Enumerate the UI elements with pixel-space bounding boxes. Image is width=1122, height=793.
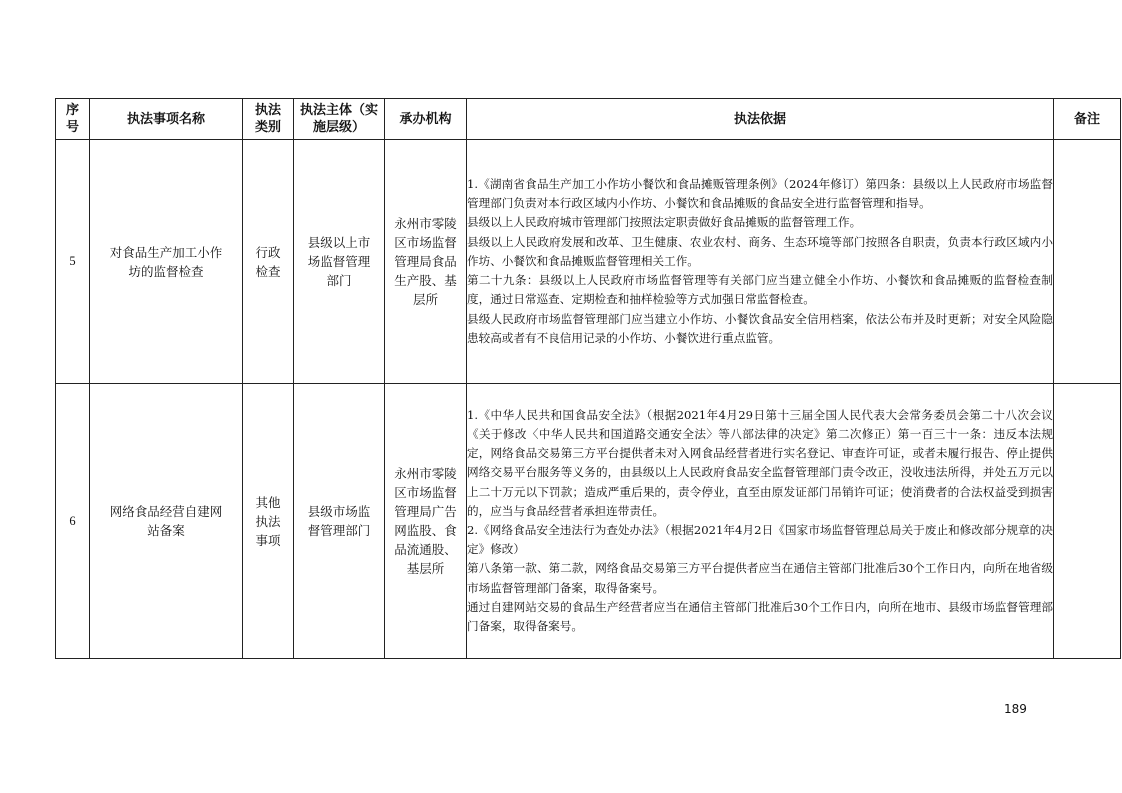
row-category: 行政检查 <box>243 140 294 384</box>
basis-paragraph: 1.《湖南省食品生产加工小作坊小餐饮和食品摊贩管理条例》（2024年修订）第四条：县级以上人民政府市场监督管理部门负责对本行政区域内小作坊、小餐饮和食品摊贩的食品安全进行监督管理和指导。 <box>467 177 1053 211</box>
basis-paragraph: 县级以上人民政府城市管理部门按照法定职责做好食品摊贩的监督管理工作。 <box>467 215 862 230</box>
row-org: 永州市零陵区市场监督管理局食品生产股、基层所 <box>385 140 467 384</box>
table-row <box>56 384 1121 659</box>
basis-paragraph: 第八条第一款、第二款，网络食品交易第三方平台提供者应当在通信主管部门批准后30个工作日内，向所在地省级市场监督管理部门备案，取得备案号。 <box>467 561 1053 595</box>
header-name: 执法事项名称 <box>90 99 243 140</box>
table-row <box>56 140 1121 384</box>
page-number: 189 <box>1004 702 1027 716</box>
row-name: 对食品生产加工小作坊的监督检查 <box>90 140 243 384</box>
row-seq: 5 <box>56 140 90 384</box>
row-org: 永州市零陵区市场监督管理局广告网监股、食品流通股、基层所 <box>385 384 467 659</box>
basis-paragraph: 第二十九条：县级以上人民政府市场监督管理等有关部门应当建立健全小作坊、小餐饮和食品摊贩的监督检查制度，通过日常巡查、定期检查和抽样检验等方式加强日常监督检查。 <box>467 273 1053 307</box>
basis-paragraph: 1.《中华人民共和国食品安全法》（根据2021年4月29日第十三届全国人民代表大会常务委员会第二十八次会议《关于修改〈中华人民共和国道路交通安全法〉等八部法律的决定》第二次修正）第一百三十一条：违反本法规定，网络食品交易第三方平台提供者未对入网食品经营者进行实名登记、审查许可证，或者未履行报告、停止提供网络交易平台服务等义务的，由县级以上人民政府食品安全监督管理部门责令改正，没收违法所得，并处五万元以上二十万元以下罚款；造成严重后果的，责令停业，直至由原发证部门吊销许可证；使消费者的合法权益受到损害的，应当与食品经营者承担连带责任。 <box>467 407 1053 518</box>
row-category: 其他执法事项 <box>243 384 294 659</box>
row-subject: 县级以上市场监督管理部门 <box>294 140 385 384</box>
row-name: 网络食品经营自建网站备案 <box>90 384 243 659</box>
enforcement-table <box>55 98 1121 659</box>
basis-paragraph: 通过自建网站交易的食品生产经营者应当在通信主管部门批准后30个工作日内，向所在地市、县级市场监督管理部门备案，取得备案号。 <box>467 599 1053 634</box>
row-seq: 6 <box>56 384 90 659</box>
header-remark: 备注 <box>1054 99 1121 140</box>
basis-paragraph: 县级以上人民政府发展和改革、卫生健康、农业农村、商务、生态环境等部门按照各自职责，负责本行政区域内小作坊、小餐饮和食品摊贩监督管理相关工作。 <box>467 234 1053 268</box>
header-category: 执法类别 <box>243 99 294 140</box>
header-basis: 执法依据 <box>467 99 1054 140</box>
header-row <box>56 99 1121 140</box>
row-subject: 县级市场监督管理部门 <box>294 384 385 659</box>
row-remark <box>1054 384 1121 659</box>
basis-paragraph: 2.《网络食品安全违法行为查处办法》（根据2021年4月2日《国家市场监督管理总局关于废止和修改部分规章的决定》修改） <box>467 523 1053 557</box>
basis-paragraph: 县级人民政府市场监督管理部门应当建立小作坊、小餐饮食品安全信用档案，依法公布并及时更新；对安全风险隐患较高或者有不良信用记录的小作坊、小餐饮进行重点监管。 <box>467 311 1053 345</box>
header-org: 承办机构 <box>385 99 467 140</box>
row-basis <box>467 140 1054 384</box>
row-basis <box>467 384 1054 659</box>
header-seq: 序号 <box>56 99 90 140</box>
header-subject: 执法主体（实施层级） <box>294 99 385 140</box>
row-remark <box>1054 140 1121 384</box>
